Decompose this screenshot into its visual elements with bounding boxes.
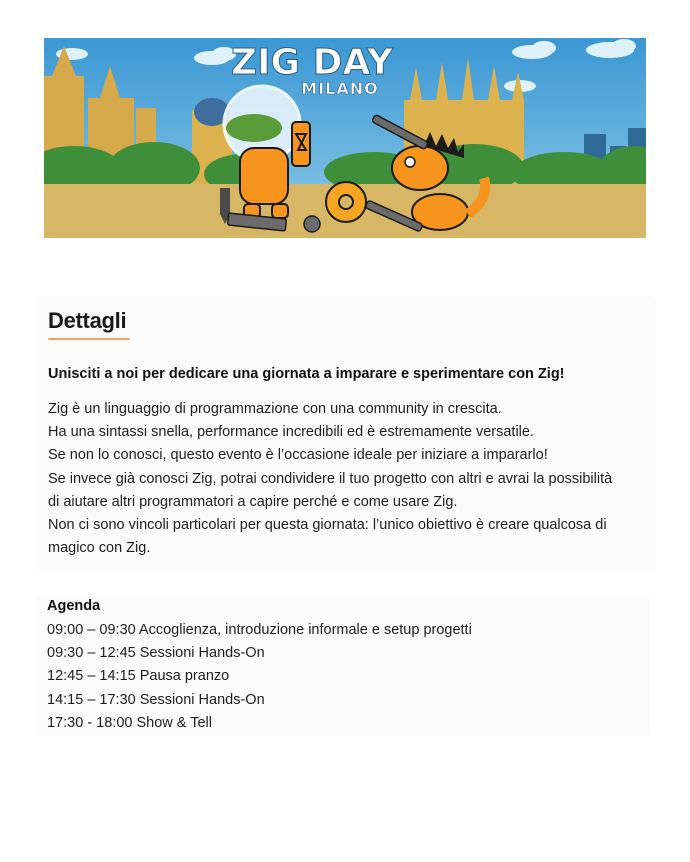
details-line: Se non lo conosci, questo evento è l’occasione ideale per iniziare a impararlo! <box>48 447 548 464</box>
agenda-item: 12:45 – 14:15 Pausa pranzo <box>47 668 230 685</box>
gear-icon <box>326 182 366 222</box>
details-section <box>36 296 656 570</box>
details-body <box>48 398 648 560</box>
event-banner <box>44 38 646 238</box>
agenda-section <box>36 594 650 736</box>
agenda-list <box>47 619 472 735</box>
details-line: magico con Zig. <box>48 540 151 557</box>
details-line: Ha una sintassi snella, performance incredibili ed è estremamente versatile. <box>48 424 534 441</box>
agenda-item: 14:15 – 17:30 Sessioni Hands-On <box>47 691 265 708</box>
agenda-title: Agenda <box>47 598 101 614</box>
details-line: di aiutare altri programmatori a capire perché e come usare Zig. <box>48 493 458 510</box>
banner-subtitle: MILANO <box>301 79 379 98</box>
details-lead: Unisciti a noi per dedicare una giornata a imparare e sperimentare con Zig! <box>48 366 565 382</box>
banner-title: ZIG DAY <box>231 42 393 83</box>
details-line: Se invece già conosci Zig, potrai condividere il tuo progetto con altri e avrai la possibilità <box>48 470 613 487</box>
details-line: Non ci sono vincoli particolari per questa giornata: l’unico obiettivo è creare qualcosa di <box>48 517 607 534</box>
details-title: Dettagli <box>48 308 127 333</box>
agenda-item: 17:30 - 18:00 Show & Tell <box>47 714 212 731</box>
agenda-item: 09:30 – 12:45 Sessioni Hands-On <box>47 645 265 662</box>
title-underline <box>48 338 130 340</box>
details-line: Zig è un linguaggio di programmazione con una community in crescita. <box>48 401 502 417</box>
zig-day-milano-illustration <box>44 38 646 238</box>
agenda-item: 09:00 – 09:30 Accoglienza, introduzione informale e setup progetti <box>47 622 472 638</box>
